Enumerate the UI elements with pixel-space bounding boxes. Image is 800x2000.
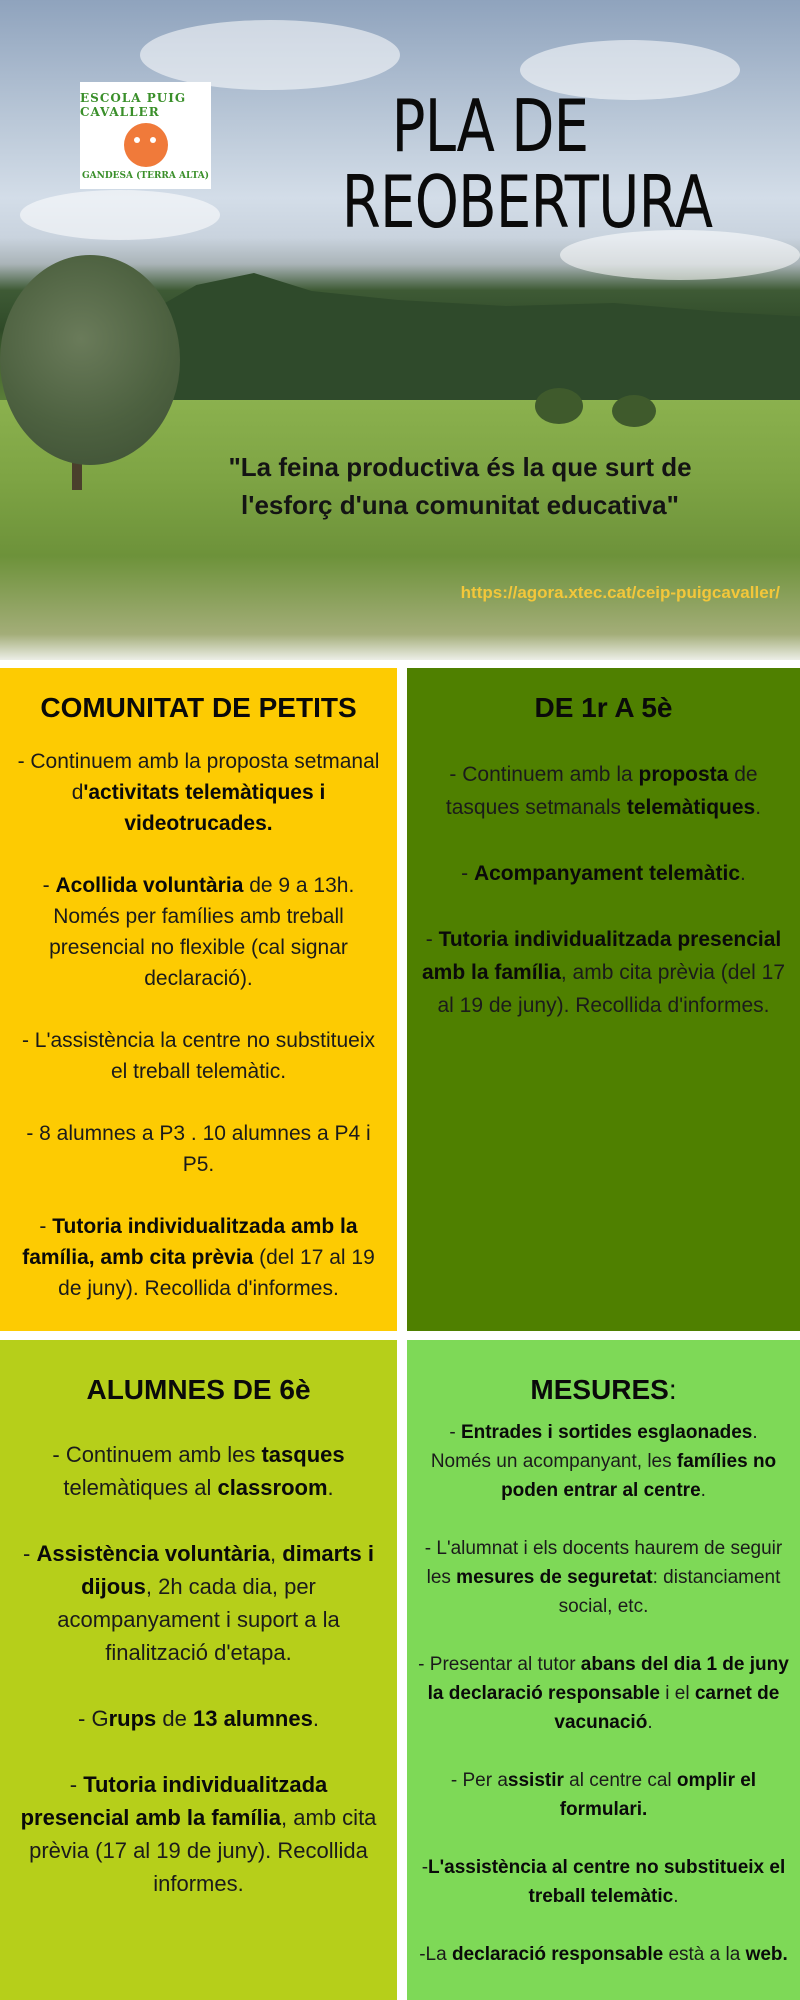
web-link[interactable]: web. [745,1944,788,1965]
list-item [417,923,790,1022]
logo-mascot-icon [124,123,168,167]
text-span: al centre cal [563,1770,677,1791]
text-span: - [69,1772,84,1797]
text-span: (del 17 al 19 de juny). Recollida d'informes. [58,1246,375,1300]
sky-cloud [140,20,400,90]
text-span: , amb cita prèvia (del 17 al 19 de juny). Recollida d'informes. [437,961,785,1017]
bold-text: mesures de seguretat [456,1567,653,1588]
text-span: - G [78,1706,109,1731]
bold-text: Entrades i sortides esglaonades [460,1422,753,1443]
text-span: . [755,796,762,819]
school-url-link[interactable]: https://agora.xtec.cat/ceip-puigcavaller/ [460,583,780,602]
list-item [14,1025,383,1087]
school-logo [80,82,211,189]
list-item [417,1940,790,1969]
text-span: . [700,1480,706,1501]
title-line-2: REOBERTURA [341,160,713,244]
text-span: - Continuem amb la [449,763,639,786]
bold-text: dimarts i dijous [81,1541,374,1599]
text-span: de tasques setmanals [445,763,758,819]
list-item [14,1768,383,1900]
text-span: de [156,1706,193,1731]
panel-alumnes-6e [0,1340,397,2000]
text-span: - [39,1215,53,1238]
page-title [341,84,713,244]
bold-text: 'activitats telemàtiques i videotrucades. [83,781,326,835]
text-span: - Continuem amb les [52,1442,262,1467]
panel-mesures [407,1340,800,2000]
text-span: - [42,874,56,897]
list-item [417,857,790,890]
bold-text: abans del dia 1 de juny la declaració responsable [427,1654,789,1704]
text-span: - [421,1857,429,1878]
text-span: de 9 a 13h. Només per famílies amb treball presencial no flexible (cal signar declaració). [49,874,355,990]
text-span: - L'assistència la centre no substitueix el treball telemàtic. [21,1029,376,1083]
text-span: . Només un acompanyant, les [430,1422,758,1472]
title-line-1: PLA DE [391,84,589,168]
text-span: - [23,1541,37,1566]
bold-text: Acompanyament telemàtic [473,862,741,885]
bold-text: Acollida voluntària [55,874,244,897]
quote [170,448,750,524]
quote-line-1: "La feina productiva és la que surt de [228,452,692,482]
text-span: . [647,1712,653,1733]
list-item [14,746,383,839]
bold-text: tasques [261,1442,345,1467]
bold-text: Assistència voluntària [36,1541,271,1566]
text-span: - [425,928,439,951]
bold-text: L'assistència al centre no substitueix el treball telemàtic [428,1857,786,1907]
text-span: . [327,1475,334,1500]
list-item [14,1438,383,1504]
text-span: i el [660,1683,695,1704]
form-link[interactable]: omplir el formulari. [559,1770,757,1820]
bold-text: classroom [217,1475,328,1500]
panel-1r-a-5e [407,668,800,1331]
bold-text: ssistir [507,1770,564,1791]
list-item [14,1702,383,1735]
list-item [417,1418,790,1505]
text-span: -La [419,1944,452,1965]
mountain [110,258,800,408]
bold-text: Tutoria individualitzada presencial amb la família [422,928,782,984]
bold-text: Tutoria individualitzada amb la família, amb cita prèvia [22,1215,358,1269]
list-item [14,1118,383,1180]
bold-text: proposta [638,763,729,786]
list-item [417,1650,790,1737]
text-span: - L'alumnat i els docents haurem de seguir les [424,1538,783,1588]
text-span: . [673,1886,679,1907]
text-span: - Continuem amb la proposta setmanal d [17,750,380,804]
text-span: està a la [663,1944,746,1965]
list-item [417,1534,790,1621]
panel-comunitat-petits [0,668,397,1331]
bush [535,388,583,424]
olive-tree [0,255,180,465]
text-span: - [461,862,474,885]
logo-top-text: ESCOLA PUIG CAVALLER [80,90,187,119]
list-item [417,758,790,824]
bold-text: telemàtiques [626,796,756,819]
logo-bottom-text: GANDESA (TERRA ALTA) [81,170,210,181]
sky-cloud [20,190,220,240]
text-span: : distanciament social, etc. [558,1567,781,1617]
quote-line-2: l'esforç d'una comunitat educativa" [241,490,679,520]
bold-text: rups [108,1706,157,1731]
bold-text: 13 alumnes [192,1706,313,1731]
panel-title: COMUNITAT DE PETITS [40,692,357,723]
text-span: , 2h cada dia, per acompanyament i suport a la finalització d'etapa. [57,1574,340,1665]
list-item [14,1537,383,1669]
text-span: , amb cita prèvia (17 al 19 de juny). Recollida informes. [29,1805,377,1896]
list-item [417,1766,790,1824]
bold-text: famílies no poden entrar al centre [501,1451,777,1501]
bold-text: Tutoria individualitzada presencial amb la família [20,1772,328,1830]
list-item [14,1211,383,1304]
text-span: . [740,862,746,885]
text-span: . [312,1706,319,1731]
text-span: - Presentar al tutor [418,1654,581,1675]
panel-title: DE 1r A 5è [534,692,673,723]
panel-title: ALUMNES DE 6è [86,1374,311,1405]
text-span: - 8 alumnes a P3 . 10 alumnes a P4 i P5. [26,1122,371,1176]
panel-title [417,1370,790,1410]
hero-banner [0,0,800,660]
bold-text: carnet de vacunació [554,1683,780,1733]
list-item [417,1853,790,1911]
list-item [14,870,383,994]
text-span: MESURES [530,1374,669,1405]
bush [612,395,656,427]
text-span: : [668,1374,677,1405]
text-span: - [449,1422,461,1443]
text-span: - Per a [450,1770,508,1791]
bold-text: declaració responsable [451,1944,664,1965]
text-span: telemàtiques al [63,1475,218,1500]
text-span: , [270,1541,283,1566]
